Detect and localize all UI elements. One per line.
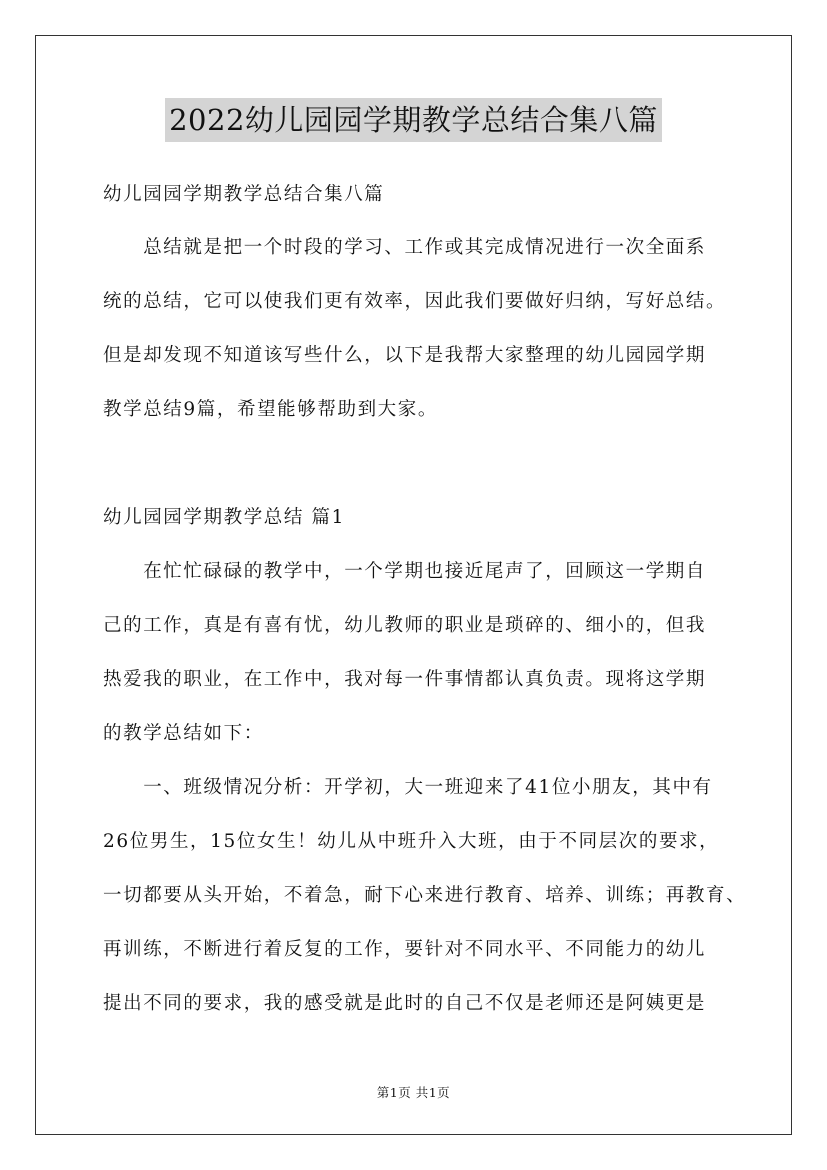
text-line: 热爱我的职业，在工作中，我对每一件事情都认真负责。现将这学期 bbox=[103, 669, 707, 690]
title-container bbox=[0, 98, 827, 142]
text-line: 再训练，不断进行着反复的工作，要针对不同水平、不同能力的幼儿 bbox=[103, 939, 707, 960]
subtitle-line: 幼儿园园学期教学总结合集八篇 bbox=[103, 184, 385, 205]
page-footer: 第1页 共1页 bbox=[376, 1085, 451, 1100]
text-line: 的教学总结如下： bbox=[103, 723, 264, 744]
text-line: 提出不同的要求，我的感受就是此时的自己不仅是老师还是阿姨更是 bbox=[103, 993, 707, 1014]
text-line: 在忙忙碌碌的教学中，一个学期也接近尾声了，回顾这一学期自 bbox=[103, 561, 707, 582]
text-line: 26位男生，15位女生！幼儿从中班升入大班，由于不同层次的要求， bbox=[103, 831, 720, 852]
text-line: 但是却发现不知道该写些什么，以下是我帮大家整理的幼儿园园学期 bbox=[103, 345, 707, 366]
text-line: 一切都要从头开始，不着急，耐下心来进行教育、培养、训练；再教育、 bbox=[103, 885, 747, 906]
text-line: 己的工作，真是有喜有忧，幼儿教师的职业是琐碎的、细小的，但我 bbox=[103, 615, 707, 636]
text-line: 总结就是把一个时段的学习、工作或其完成情况进行一次全面系 bbox=[103, 237, 707, 258]
text-line: 一、班级情况分析：开学初，大一班迎来了41位小朋友，其中有 bbox=[103, 777, 713, 798]
section-heading: 幼儿园园学期教学总结 篇1 bbox=[103, 507, 345, 528]
text-line: 教学总结9篇，希望能够帮助到大家。 bbox=[103, 399, 438, 420]
document-title: 2022幼儿园园学期教学总结合集八篇 bbox=[165, 98, 662, 142]
text-line: 统的总结，它可以使我们更有效率，因此我们要做好归纳，写好总结。 bbox=[103, 291, 727, 312]
